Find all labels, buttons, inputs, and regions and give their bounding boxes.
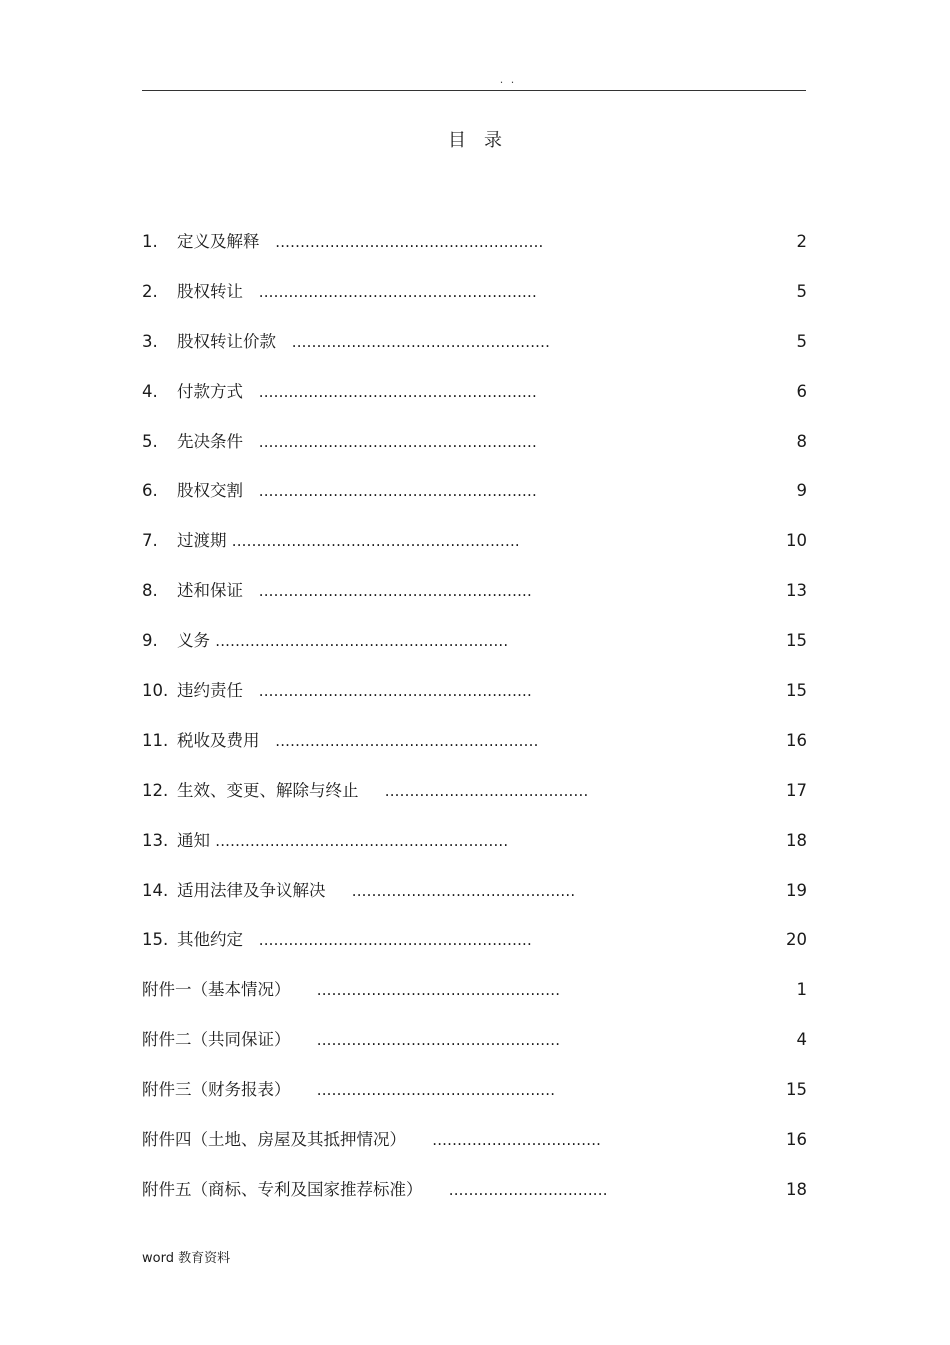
toc-leader-dots: ..........................................................	[231, 532, 520, 551]
toc-item-6[interactable]	[142, 478, 807, 528]
toc-gap	[291, 1080, 317, 1099]
toc-number: 6.	[142, 481, 158, 501]
toc-gap	[326, 881, 352, 900]
toc-label: 先决条件	[177, 431, 243, 451]
toc-number: 3.	[142, 331, 158, 351]
toc-leader-dots: ....................................................	[291, 332, 551, 351]
toc-page-number: 15	[786, 1080, 807, 1100]
toc-number: 4.	[142, 381, 158, 401]
toc-label: 适用法律及争议解决	[177, 880, 326, 900]
toc-page-number: 1	[796, 980, 807, 1000]
toc-page-number: 17	[786, 780, 807, 800]
toc-item-14[interactable]	[142, 878, 807, 928]
toc-number: 2.	[142, 281, 158, 301]
toc-leader-dots: ................................................	[316, 1081, 556, 1100]
toc-gap	[291, 980, 317, 999]
toc-gap	[243, 382, 259, 401]
header-marks: . .	[499, 73, 517, 86]
toc-label: 付款方式	[177, 381, 243, 401]
toc-number: 7.	[142, 531, 158, 551]
header-rule	[142, 90, 806, 91]
toc-label: 税收及费用	[177, 730, 260, 750]
toc-leader-dots: .......................................................	[258, 931, 532, 950]
toc-item-1[interactable]	[142, 229, 807, 279]
toc-number: 12.	[142, 780, 169, 800]
toc-number: 10.	[142, 681, 169, 701]
toc-leader-dots: ..................................	[432, 1131, 602, 1150]
toc-page-number: 10	[786, 531, 807, 551]
toc-page-number: 20	[786, 930, 807, 950]
toc-label: 附件四（土地、房屋及其抵押情况）	[142, 1130, 406, 1150]
toc-gap	[359, 781, 385, 800]
toc-page-number: 6	[796, 381, 807, 401]
toc-label: 附件一（基本情况）	[142, 980, 291, 1000]
toc-page-number: 9	[796, 481, 807, 501]
toc-label: 附件三（财务报表）	[142, 1080, 291, 1100]
toc-appendix-4[interactable]	[142, 1127, 807, 1177]
toc-item-7[interactable]	[142, 528, 807, 578]
page-footer: word 教育资料	[142, 1251, 231, 1266]
toc-item-4[interactable]	[142, 379, 807, 429]
toc-page-number: 5	[796, 331, 807, 351]
toc-page-number: 15	[786, 681, 807, 701]
toc-leader-dots: ...........................................................	[215, 831, 509, 850]
toc-page-number: 8	[796, 431, 807, 451]
toc-number: 15.	[142, 930, 169, 950]
toc-item-8[interactable]	[142, 578, 807, 628]
toc-number: 8.	[142, 581, 158, 601]
toc-item-5[interactable]	[142, 429, 807, 479]
toc-page-number: 18	[786, 1179, 807, 1199]
toc-item-9[interactable]	[142, 628, 807, 678]
toc-leader-dots: .....................................................	[275, 731, 539, 750]
toc-gap	[243, 930, 259, 949]
toc-label: 通知	[177, 830, 210, 850]
toc-label: 述和保证	[177, 581, 243, 601]
toc-leader-dots: .........................................	[384, 781, 589, 800]
toc-leader-dots: ........................................................	[258, 382, 537, 401]
toc-gap	[423, 1180, 449, 1199]
toc-number: 14.	[142, 880, 169, 900]
toc-number: 13.	[142, 830, 169, 850]
toc-page-number: 16	[786, 730, 807, 750]
toc-item-15[interactable]	[142, 927, 807, 977]
toc-page-number: 5	[796, 281, 807, 301]
toc-label: 过渡期	[177, 531, 227, 551]
toc-label: 股权转让价款	[177, 331, 276, 351]
toc-label: 定义及解释	[177, 232, 260, 251]
toc-label: 生效、变更、解除与终止	[177, 780, 359, 800]
toc-item-2[interactable]	[142, 279, 807, 329]
toc-gap	[243, 681, 259, 700]
toc-gap	[243, 481, 259, 500]
toc-gap	[276, 332, 292, 351]
toc-number: 11.	[142, 730, 169, 750]
toc-item-12[interactable]	[142, 778, 807, 828]
toc-page-number: 2	[796, 232, 807, 251]
toc-label: 义务	[177, 631, 210, 651]
toc-appendix-3[interactable]	[142, 1077, 807, 1127]
toc-gap	[260, 232, 276, 251]
toc-label: 附件五（商标、专利及国家推荐标准）	[142, 1179, 423, 1199]
toc-gap	[291, 1030, 317, 1049]
toc-number: 5.	[142, 431, 158, 451]
toc-item-3[interactable]	[142, 329, 807, 379]
toc-leader-dots: ...........................................................	[215, 632, 509, 651]
toc-page-number: 4	[796, 1030, 807, 1050]
toc-leader-dots: ........................................................	[258, 432, 537, 451]
toc-gap	[243, 282, 259, 301]
toc-leader-dots: .......................................................	[258, 582, 532, 601]
toc-gap	[243, 432, 259, 451]
toc-number: 9.	[142, 631, 158, 651]
toc-gap	[260, 731, 276, 750]
toc-leader-dots: ................................	[448, 1180, 608, 1199]
toc-number: 1.	[142, 232, 158, 251]
toc-item-10[interactable]	[142, 678, 807, 728]
toc-appendix-1[interactable]	[142, 977, 807, 1027]
toc-page-number: 16	[786, 1130, 807, 1150]
toc-leader-dots: .............................................	[351, 881, 576, 900]
toc-appendix-5[interactable]	[142, 1177, 807, 1227]
toc-label: 附件二（共同保证）	[142, 1030, 291, 1050]
page-title: 目录	[448, 130, 520, 151]
toc-gap	[406, 1130, 432, 1149]
toc-page-number: 15	[786, 631, 807, 651]
toc-item-11[interactable]	[142, 728, 807, 778]
toc-leader-dots: .......................................................	[258, 682, 532, 701]
toc-label: 其他约定	[177, 930, 243, 950]
table-of-contents	[142, 229, 807, 1227]
toc-leader-dots: ......................................................	[275, 233, 544, 251]
toc-leader-dots: ........................................................	[258, 482, 537, 501]
toc-page-number: 18	[786, 830, 807, 850]
toc-label: 股权交割	[177, 481, 243, 501]
toc-page-number: 19	[786, 880, 807, 900]
toc-leader-dots: ........................................................	[258, 282, 537, 301]
toc-leader-dots: .................................................	[316, 981, 561, 1000]
toc-label: 股权转让	[177, 281, 243, 301]
toc-gap	[243, 581, 259, 600]
toc-item-13[interactable]	[142, 828, 807, 878]
toc-page-number: 13	[786, 581, 807, 601]
toc-appendix-2[interactable]	[142, 1027, 807, 1077]
toc-leader-dots: .................................................	[316, 1031, 561, 1050]
toc-label: 违约责任	[177, 681, 243, 701]
